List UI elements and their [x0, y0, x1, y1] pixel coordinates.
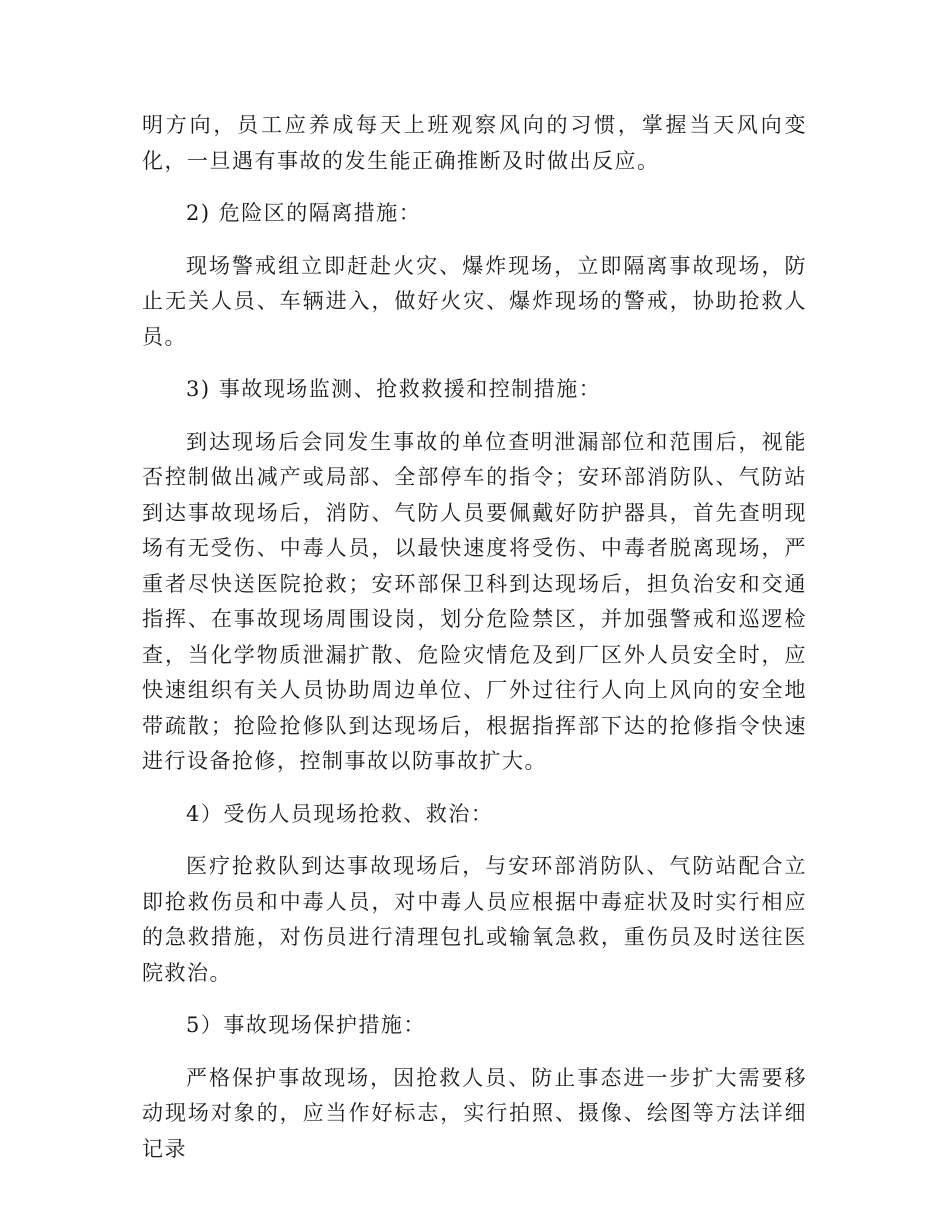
paragraph-wind-direction: 明方向，员工应养成每天上班观察风向的习惯，掌握当天风向变化，一旦遇有事故的发生能正确推断及时做出反应。: [142, 113, 807, 173]
heading-scene-protection: 5）事故现场保护措施：: [186, 1013, 426, 1037]
document-body: [142, 108, 807, 1184]
paragraph-injured-rescue: 医疗抢救队到达事故现场后，与安环部消防队、气防站配合立即抢救伤员和中毒人员，对中毒人员应根据中毒症状及时实行相应的急救措施，对伤员进行清理包扎或输氧急救，重伤员及时送往医院救治。: [142, 854, 807, 985]
heading-isolation-measures: 2) 危险区的隔离措施：: [186, 201, 422, 225]
paragraph-scene-protection: 严格保护事故现场，因抢救人员、防止事态进一步扩大需要移动现场对象的，应当作好标志，实行拍照、摄像、绘图等方法详细记录: [142, 1065, 807, 1161]
paragraph-monitoring-rescue-control: 到达现场后会同发生事故的单位查明泄漏部位和范围后，视能否控制做出减产或局部、全部停车的指令；安环部消防队、气防站到达事故现场后，消防、气防人员要佩戴好防护器具，首先查明现场有无受伤、中毒人员，以最快速度将受伤、中毒者脱离现场，严重者尽快送医院抢救；安环部保卫科到达现场后，担负治安和交通指挥、在事故现场周围设岗，划分危险禁区，并加强警戒和巡逻检查，当化学物质泄漏扩散、危险灾情危及到厂区外人员安全时，应快速组织有关人员协助周边单位、厂外过往行人向上风向的安全地带疏散；抢险抢修队到达现场后，根据指挥部下达的抢修指令快速进行设备抢修，控制事故以防事故扩大。: [142, 429, 807, 773]
heading-monitoring-rescue-control: 3) 事故现场监测、抢救救援和控制措施：: [186, 377, 602, 401]
paragraph-isolation-measures: 现场警戒组立即赶赴火灾、爆炸现场，立即隔离事故现场，防止无关人员、车辆进入，做好火灾、爆炸现场的警戒，协助抢救人员。: [142, 253, 807, 349]
heading-injured-rescue: 4）受伤人员现场抢救、救治：: [186, 801, 494, 826]
